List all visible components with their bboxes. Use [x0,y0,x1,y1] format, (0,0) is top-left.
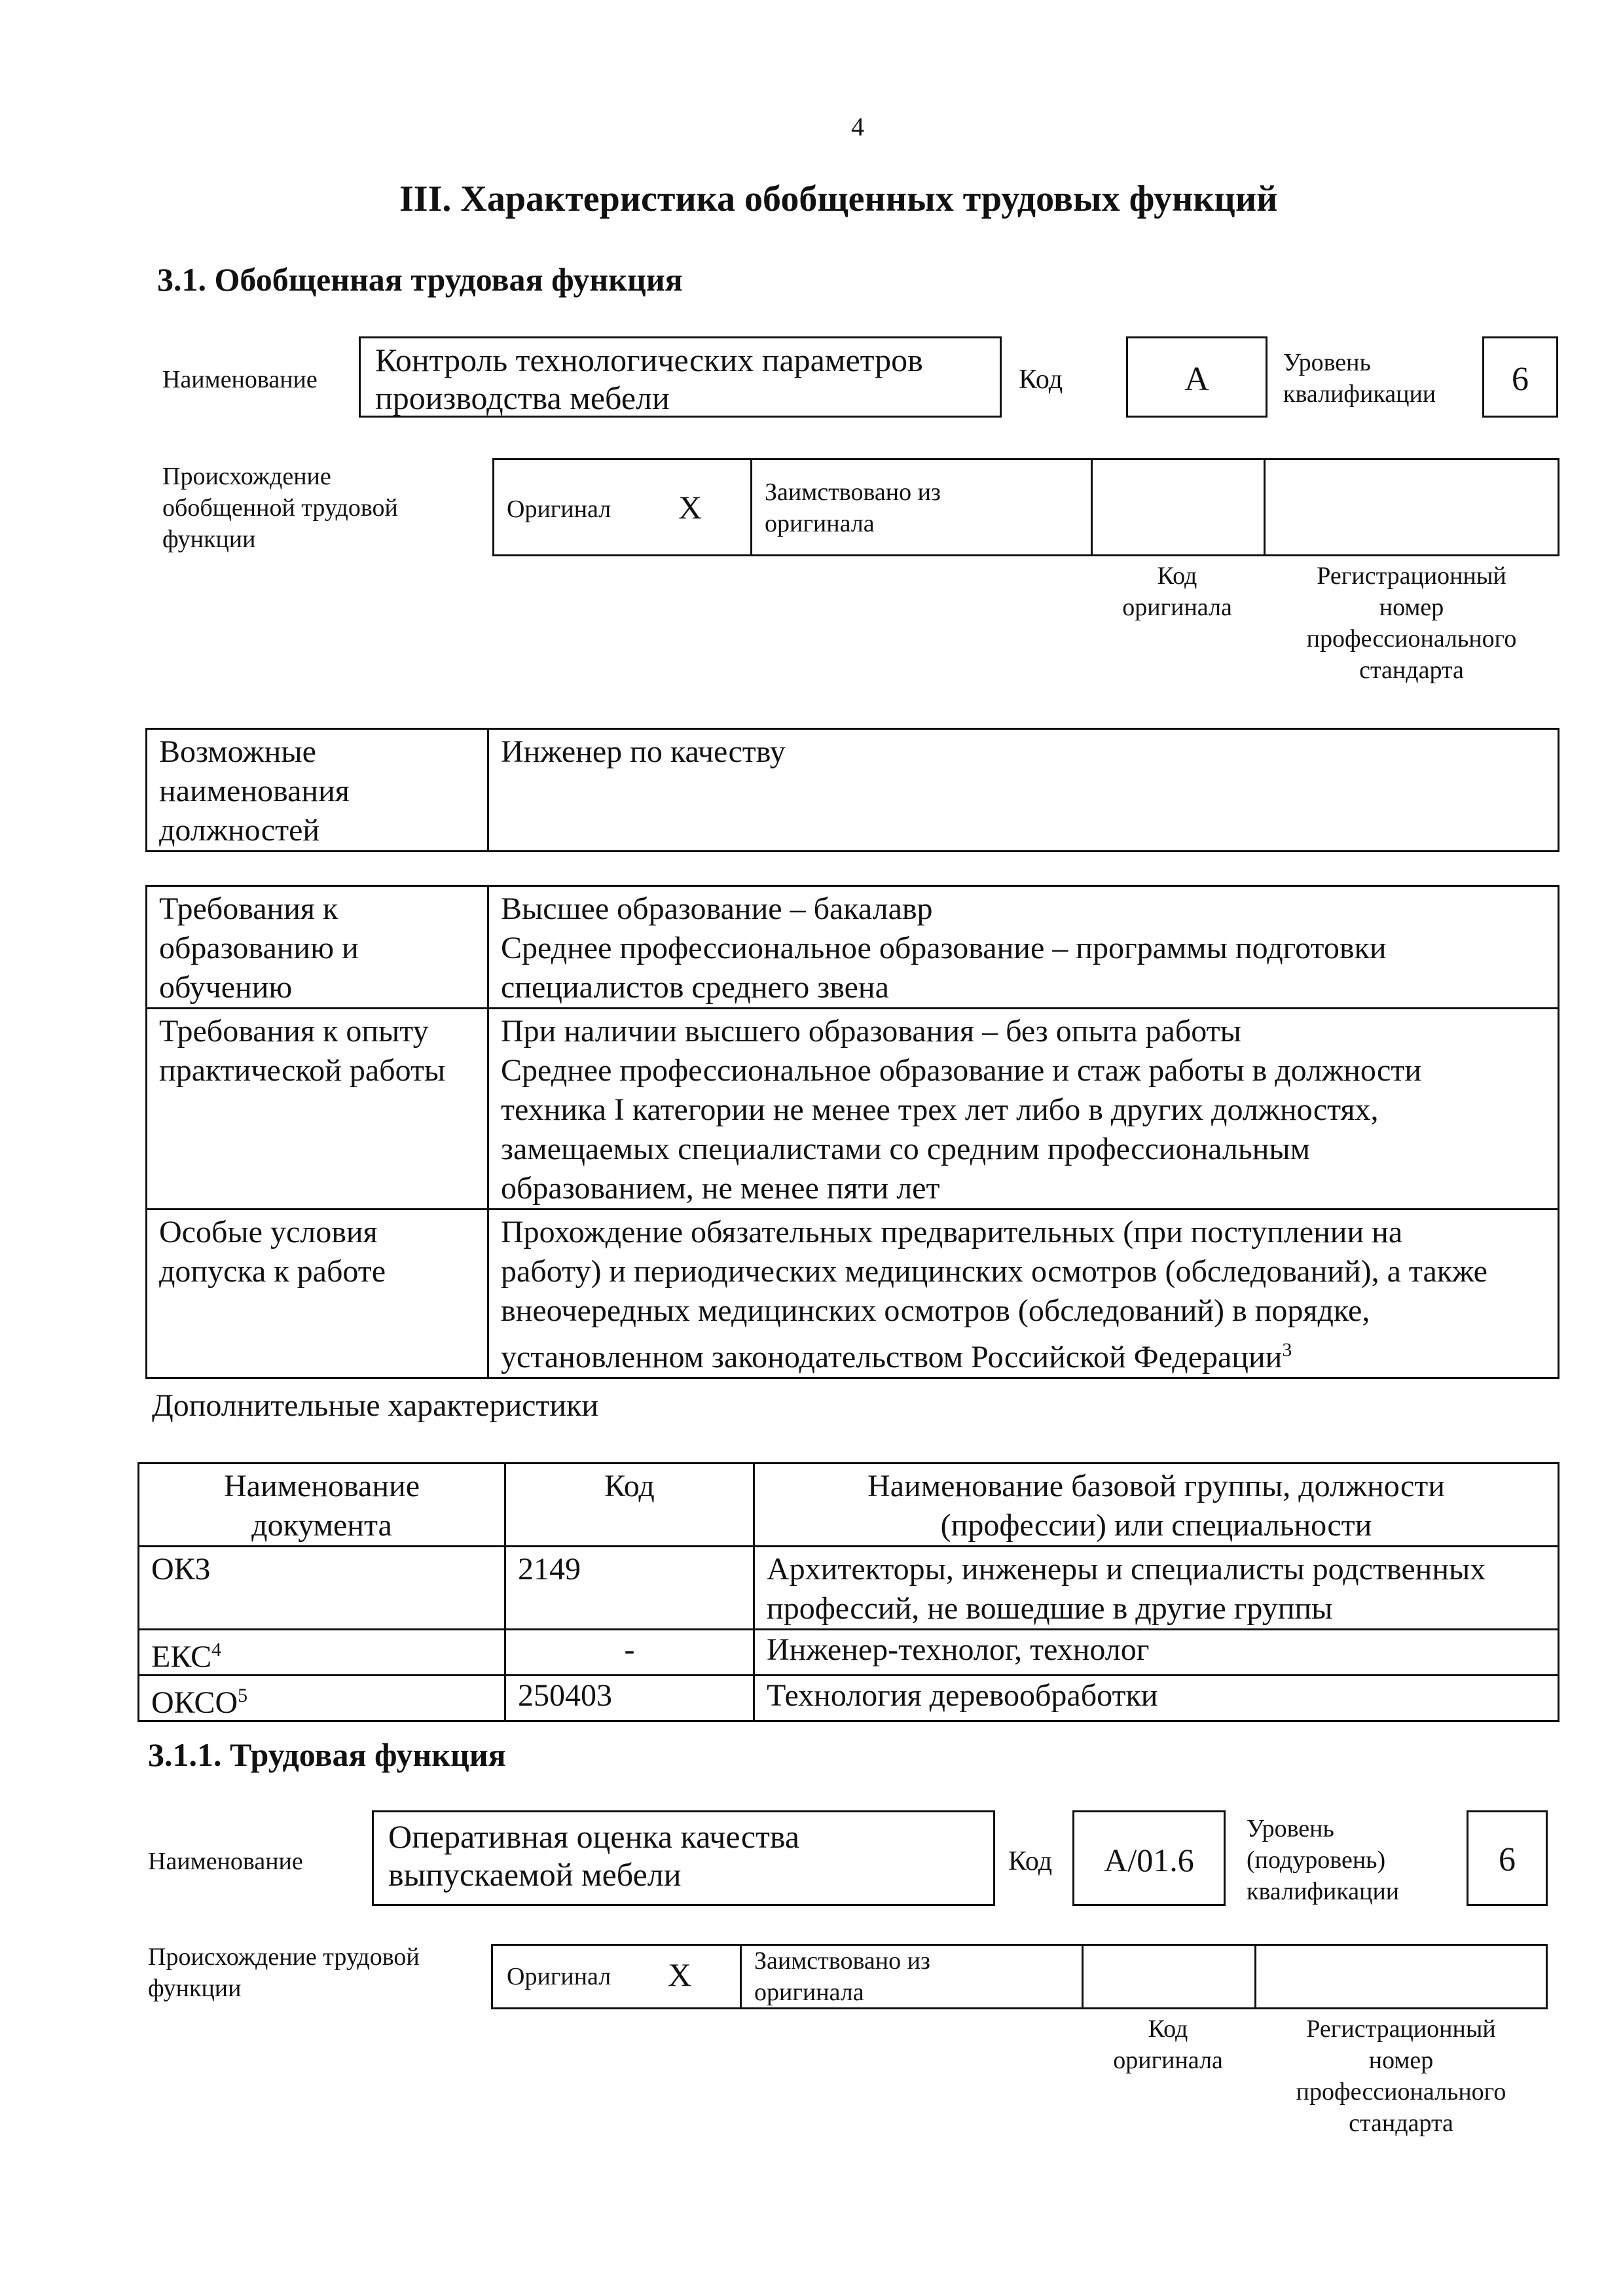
additional-table [137,1462,1559,1722]
req-education-label: Требования к образованию и обучению [147,886,488,1009]
tf-name-value: Оперативная оценка качества выпускаемой мебели [388,1818,800,1893]
row-code: 250403 [505,1676,754,1721]
footnote-5: 5 [238,1685,248,1706]
positions-table [145,728,1559,852]
gtf-code-label: Код [1019,365,1063,395]
req-special-value: Прохождение обязательных предварительных (при поступлении на работу) и периодических медицинских осмотров (обследований), а также внеочередных медицинских осмотров (обследований) в порядке, установленном законодательством Российской Федерации [501,1215,1487,1374]
gtf-name-box [359,336,1002,418]
additional-heading: Дополнительные характеристики [152,1388,599,1423]
col-header-code: Код [505,1463,754,1547]
tf-orig-code-caption: Код оригинала [1113,2015,1223,2074]
tf-heading: 3.1.1. Трудовая функция [148,1736,506,1773]
gtf-level-label: Уровень квалификации [1283,349,1436,408]
requirements-table [145,885,1559,1379]
gtf-level-value: 6 [1512,361,1529,398]
positions-label: Возможные наименования должностей [147,729,488,852]
req-experience-value: При наличии высшего образования – без опыта работы Среднее профессиональное образование и стаж работы в должности техника I категории не менее трех лет либо в других должностях, замещаемых специалистами со средним профессиональным образованием, не менее пяти лет [488,1009,1559,1210]
tf-original-label: Оригинал [507,1963,611,1990]
tf-name-label: Наименование [148,1848,303,1875]
gtf-original-mark: Х [678,489,702,526]
col-header-name: Наименование базовой группы, должности (профессии) или специальности [754,1463,1559,1547]
row-doc: ОКЗ [151,1552,211,1587]
gtf-original-label: Оригинал [507,495,611,523]
gtf-level-box [1482,336,1558,418]
req-education-value: Высшее образование – бакалавр Среднее профессиональное образование – программы подготовки специалистов среднего звена [488,886,1559,1009]
tf-code-value: А/01.6 [1104,1842,1194,1878]
table-row [139,1676,1559,1721]
gtf-origin-box [492,458,1559,556]
req-special-label: Особые условия допуска к работе [147,1210,488,1378]
tf-reg-number-caption: Регистрационный номер профессионального стандарта [1296,2015,1506,2137]
section-title: III. Характеристика обобщенных трудовых функций [399,179,1278,219]
tf-level-box [1467,1810,1548,1906]
page-number: 4 [851,112,864,141]
table-row [147,886,1559,1009]
gtf-origin-label: Происхождение обобщенной трудовой функции [162,463,398,553]
row-name: Инженер-технолог, технолог [754,1630,1559,1676]
tf-name-box [372,1810,995,1906]
col-header-document: Наименование документа [139,1463,505,1547]
gtf-code-value: А [1184,361,1209,398]
tf-borrowed-label: Заимствовано из оригинала [754,1947,930,2006]
gtf-orig-code-caption: Код оригинала [1122,562,1232,621]
gtf-borrowed-label: Заимствовано из оригинала [765,478,941,537]
req-experience-label: Требования к опыту практической работы [147,1009,488,1210]
tf-level-value: 6 [1499,1841,1516,1878]
row-code: - [505,1630,754,1676]
footnote-3: 3 [1282,1339,1292,1361]
tf-code-box [1072,1810,1226,1906]
positions-value: Инженер по качеству [488,729,1559,852]
row-doc: ЕКС [151,1640,212,1674]
row-code: 2149 [505,1547,754,1630]
row-name: Технология деревообработки [754,1676,1559,1721]
tf-original-mark: Х [668,1956,692,1993]
footnote-4: 4 [211,1639,222,1660]
gtf-name-label: Наименование [162,366,318,393]
table-row [147,1009,1559,1210]
gtf-name-value: Контроль технологических параметров производства мебели [375,342,923,416]
table-row [139,1547,1559,1630]
gtf-code-box [1126,336,1267,418]
tf-level-label: Уровень (подуровень) квалификации [1247,1815,1400,1905]
tf-origin-label: Происхождение трудовой функции [148,1943,420,2002]
table-row [147,1210,1559,1378]
gtf-heading: 3.1. Обобщенная трудовая функция [157,261,683,298]
row-doc: ОКСО [151,1685,238,1720]
gtf-reg-number-caption: Регистрационный номер профессионального стандарта [1306,562,1517,684]
tf-code-label: Код [1008,1846,1053,1876]
table-row [139,1630,1559,1676]
tf-origin-box [491,1944,1548,2009]
row-name: Архитекторы, инженеры и специалисты родственных профессий, не вошедшие в другие группы [754,1547,1559,1630]
